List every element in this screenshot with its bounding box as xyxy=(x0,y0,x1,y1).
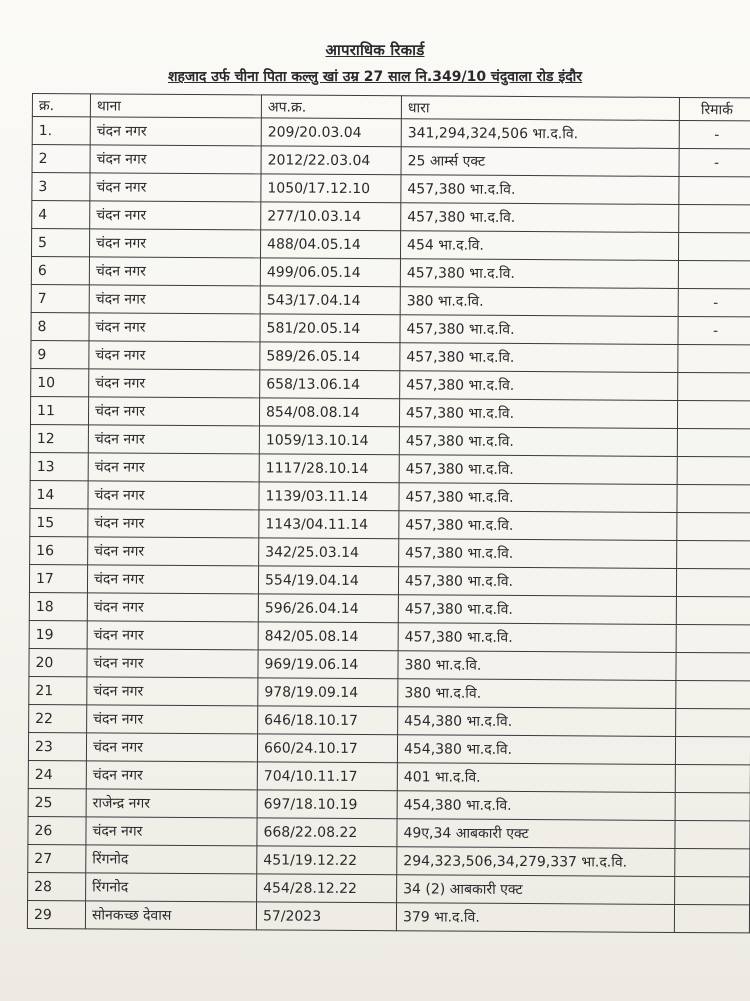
cell-crime-number: 697/18.10.19 xyxy=(257,790,397,819)
header-remark: रिमार्क xyxy=(679,97,750,120)
cell-police-station: चंदन नगर xyxy=(90,229,261,258)
table-row xyxy=(29,564,750,596)
cell-section: 379 भा.द.वि. xyxy=(396,903,674,933)
table-row xyxy=(31,284,750,316)
cell-remark xyxy=(677,400,750,428)
cell-serial-number: 15 xyxy=(30,508,88,536)
table-row xyxy=(31,312,750,344)
table-row xyxy=(31,257,750,289)
cell-remark xyxy=(675,848,750,876)
cell-crime-number: 451/19.12.22 xyxy=(257,846,397,875)
header-police-station: थाना xyxy=(90,94,261,118)
cell-section: 380 भा.द.वि. xyxy=(398,679,676,709)
cell-section: 454 भा.द.वि. xyxy=(400,231,678,261)
cell-section: 457,380 भा.द.वि. xyxy=(399,427,677,457)
cell-police-station: चंदन नगर xyxy=(86,817,257,846)
header-section: धारा xyxy=(401,96,679,121)
document-subtitle: शहजाद उर्फ चीना पिता कल्लु खां उम्र 27 साल नि.349/10 चंदुवाला रोड इंदौर xyxy=(167,69,583,85)
cell-serial-number: 20 xyxy=(29,648,87,676)
cell-remark xyxy=(675,876,750,904)
cell-remark xyxy=(675,792,750,820)
cell-remark xyxy=(675,736,750,764)
cell-section: 457,380 भा.द.वि. xyxy=(398,595,676,625)
cell-crime-number: 554/19.04.14 xyxy=(258,566,398,595)
cell-police-station: चंदन नगर xyxy=(90,117,261,146)
cell-police-station: चंदन नगर xyxy=(89,341,260,370)
cell-crime-number: 668/22.08.22 xyxy=(257,818,397,847)
table-row xyxy=(28,732,750,764)
cell-section: 380 भा.द.वि. xyxy=(400,287,678,317)
cell-serial-number: 25 xyxy=(28,788,86,816)
cell-remark xyxy=(677,456,750,484)
cell-serial-number: 9 xyxy=(31,340,89,368)
cell-remark xyxy=(675,820,750,848)
cell-section: 457,380 भा.द.वि. xyxy=(399,399,677,429)
table-row xyxy=(28,760,750,792)
cell-crime-number: 660/24.10.17 xyxy=(257,734,397,763)
table-row xyxy=(29,704,750,736)
table-row xyxy=(29,620,750,652)
cell-crime-number: 596/26.04.14 xyxy=(258,594,398,623)
cell-remark xyxy=(677,540,750,568)
cell-section: 380 भा.द.वि. xyxy=(398,651,676,681)
cell-crime-number: 2012/22.03.04 xyxy=(261,146,401,175)
cell-serial-number: 22 xyxy=(29,704,87,732)
cell-remark xyxy=(677,512,750,540)
table-row xyxy=(32,117,750,149)
cell-serial-number: 27 xyxy=(28,844,86,872)
cell-section: 457,380 भा.द.वि. xyxy=(400,259,678,289)
table-row xyxy=(30,480,750,512)
table-row xyxy=(29,592,750,624)
cell-crime-number: 1143/04.11.14 xyxy=(259,510,399,539)
cell-crime-number: 842/05.08.14 xyxy=(258,622,398,651)
document-title: आपराधिक रिकार्ड xyxy=(325,41,425,59)
cell-section: 25 आर्म्स एक्ट xyxy=(401,147,679,177)
cell-police-station: चंदन नगर xyxy=(88,537,259,566)
cell-crime-number: 543/17.04.14 xyxy=(260,286,400,315)
cell-crime-number: 209/20.03.04 xyxy=(261,118,401,147)
table-row xyxy=(29,676,750,708)
table-row xyxy=(28,872,750,904)
cell-remark: - xyxy=(679,120,750,148)
cell-remark xyxy=(678,260,750,288)
cell-police-station: चंदन नगर xyxy=(90,173,261,202)
cell-section: 34 (2) आबकारी एक्ट xyxy=(397,875,675,905)
cell-police-station: चंदन नगर xyxy=(87,705,258,734)
cell-crime-number: 854/08.08.14 xyxy=(259,398,399,427)
cell-remark: - xyxy=(678,316,750,344)
table-row xyxy=(30,536,750,568)
cell-crime-number: 1139/03.11.14 xyxy=(259,482,399,511)
cell-section: 457,380 भा.द.वि. xyxy=(400,343,678,373)
cell-remark xyxy=(676,680,750,708)
cell-section: 457,380 भा.द.वि. xyxy=(399,511,677,541)
cell-crime-number: 57/2023 xyxy=(256,902,396,931)
header-crime-number: अप.क्र. xyxy=(261,95,401,119)
cell-section: 457,380 भा.द.वि. xyxy=(398,567,676,597)
table-row xyxy=(27,900,749,932)
cell-section: 457,380 भा.द.वि. xyxy=(400,315,678,345)
cell-crime-number: 277/10.03.14 xyxy=(261,202,401,231)
cell-police-station: चंदन नगर xyxy=(89,285,260,314)
cell-remark xyxy=(679,204,750,232)
cell-serial-number: 10 xyxy=(31,368,89,396)
cell-section: 457,380 भा.द.वि. xyxy=(398,623,676,653)
cell-police-station: चंदन नगर xyxy=(86,761,257,790)
cell-crime-number: 1059/13.10.14 xyxy=(259,426,399,455)
cell-crime-number: 342/25.03.14 xyxy=(259,538,399,567)
cell-serial-number: 2 xyxy=(32,145,90,173)
cell-crime-number: 589/26.05.14 xyxy=(260,342,400,371)
cell-remark xyxy=(675,764,750,792)
cell-police-station: चंदन नगर xyxy=(88,425,259,454)
table-row xyxy=(32,201,750,233)
cell-crime-number: 499/06.05.14 xyxy=(260,258,400,287)
records-body xyxy=(27,117,750,933)
table-row xyxy=(32,229,750,261)
cell-police-station: रिंगनोद xyxy=(86,845,257,874)
cell-section: 457,380 भा.द.वि. xyxy=(399,455,677,485)
cell-remark xyxy=(676,624,750,652)
cell-remark xyxy=(679,176,750,204)
cell-remark xyxy=(676,652,750,680)
cell-serial-number: 17 xyxy=(29,564,87,592)
table-row xyxy=(30,508,750,540)
cell-police-station: चंदन नगर xyxy=(87,677,258,706)
table-row xyxy=(30,424,750,456)
cell-remark xyxy=(677,428,750,456)
table-row xyxy=(31,368,750,400)
cell-serial-number: 4 xyxy=(32,201,90,229)
cell-serial-number: 19 xyxy=(29,620,87,648)
cell-crime-number: 969/19.06.14 xyxy=(258,650,398,679)
cell-section: 457,380 भा.द.वि. xyxy=(400,371,678,401)
cell-crime-number: 1117/28.10.14 xyxy=(259,454,399,483)
cell-serial-number: 12 xyxy=(30,424,88,452)
cell-serial-number: 8 xyxy=(31,312,89,340)
cell-serial-number: 26 xyxy=(28,816,86,844)
cell-serial-number: 5 xyxy=(32,229,90,257)
cell-remark xyxy=(676,708,750,736)
cell-police-station: राजेन्द्र नगर xyxy=(86,789,257,818)
cell-police-station: रिंगनोद xyxy=(86,873,257,902)
cell-serial-number: 18 xyxy=(29,592,87,620)
cell-section: 454,380 भा.द.वि. xyxy=(398,707,676,737)
cell-serial-number: 11 xyxy=(30,396,88,424)
cell-crime-number: 646/18.10.17 xyxy=(258,706,398,735)
header-serial-number: क्र. xyxy=(32,94,90,117)
cell-police-station: चंदन नगर xyxy=(90,145,261,174)
table-row xyxy=(30,396,750,428)
cell-police-station: चंदन नगर xyxy=(88,509,259,538)
cell-crime-number: 1050/17.12.10 xyxy=(261,174,401,203)
cell-police-station: चंदन नगर xyxy=(89,257,260,286)
cell-crime-number: 454/28.12.22 xyxy=(257,874,397,903)
cell-remark: - xyxy=(679,148,750,176)
cell-serial-number: 1. xyxy=(32,117,90,145)
cell-crime-number: 704/10.11.17 xyxy=(257,762,397,791)
cell-remark xyxy=(676,596,750,624)
table-row xyxy=(28,816,750,848)
cell-remark xyxy=(674,904,749,932)
cell-serial-number: 23 xyxy=(28,732,86,760)
table-row xyxy=(32,145,750,177)
cell-police-station: चंदन नगर xyxy=(89,313,260,342)
cell-serial-number: 28 xyxy=(28,872,86,900)
table-row xyxy=(32,173,750,205)
cell-police-station: चंदन नगर xyxy=(89,369,260,398)
cell-remark xyxy=(678,232,750,260)
table-row xyxy=(29,648,750,680)
cell-police-station: सोनकच्छ देवास xyxy=(85,901,256,930)
cell-crime-number: 488/04.05.14 xyxy=(260,230,400,259)
cell-section: 454,380 भा.द.वि. xyxy=(397,791,675,821)
cell-section: 341,294,324,506 भा.द.वि. xyxy=(401,119,679,149)
table-row xyxy=(28,788,750,820)
cell-section: 294,323,506,34,279,337 भा.द.वि. xyxy=(397,847,675,877)
cell-crime-number: 658/13.06.14 xyxy=(260,370,400,399)
table-row xyxy=(30,452,750,484)
cell-police-station: चंदन नगर xyxy=(86,733,257,762)
cell-police-station: चंदन नगर xyxy=(87,593,258,622)
cell-police-station: चंदन नगर xyxy=(87,565,258,594)
cell-remark xyxy=(676,568,750,596)
cell-serial-number: 24 xyxy=(28,760,86,788)
cell-section: 457,380 भा.द.वि. xyxy=(399,483,677,513)
cell-section: 457,380 भा.द.वि. xyxy=(399,539,677,569)
cell-serial-number: 14 xyxy=(30,480,88,508)
cell-serial-number: 7 xyxy=(31,284,89,312)
cell-police-station: चंदन नगर xyxy=(88,481,259,510)
cell-police-station: चंदन नगर xyxy=(87,621,258,650)
cell-remark: - xyxy=(678,288,750,316)
cell-remark xyxy=(677,484,750,512)
cell-remark xyxy=(678,372,750,400)
cell-crime-number: 978/19.09.14 xyxy=(258,678,398,707)
cell-serial-number: 3 xyxy=(32,173,90,201)
cell-section: 49ए,34 आबकारी एक्ट xyxy=(397,819,675,849)
cell-crime-number: 581/20.05.14 xyxy=(260,314,400,343)
cell-police-station: चंदन नगर xyxy=(87,649,258,678)
cell-serial-number: 13 xyxy=(30,452,88,480)
cell-police-station: चंदन नगर xyxy=(88,453,259,482)
records-table xyxy=(27,93,750,933)
cell-remark xyxy=(678,344,750,372)
table-row xyxy=(31,340,750,372)
cell-serial-number: 21 xyxy=(29,676,87,704)
cell-police-station: चंदन नगर xyxy=(90,201,261,230)
cell-serial-number: 16 xyxy=(30,536,88,564)
cell-police-station: चंदन नगर xyxy=(88,397,259,426)
cell-section: 457,380 भा.द.वि. xyxy=(401,175,679,205)
cell-serial-number: 29 xyxy=(27,900,85,928)
table-row xyxy=(28,844,750,876)
cell-section: 401 भा.द.वि. xyxy=(397,763,675,793)
cell-section: 457,380 भा.द.वि. xyxy=(401,203,679,233)
cell-section: 454,380 भा.द.वि. xyxy=(397,735,675,765)
cell-serial-number: 6 xyxy=(31,257,89,285)
